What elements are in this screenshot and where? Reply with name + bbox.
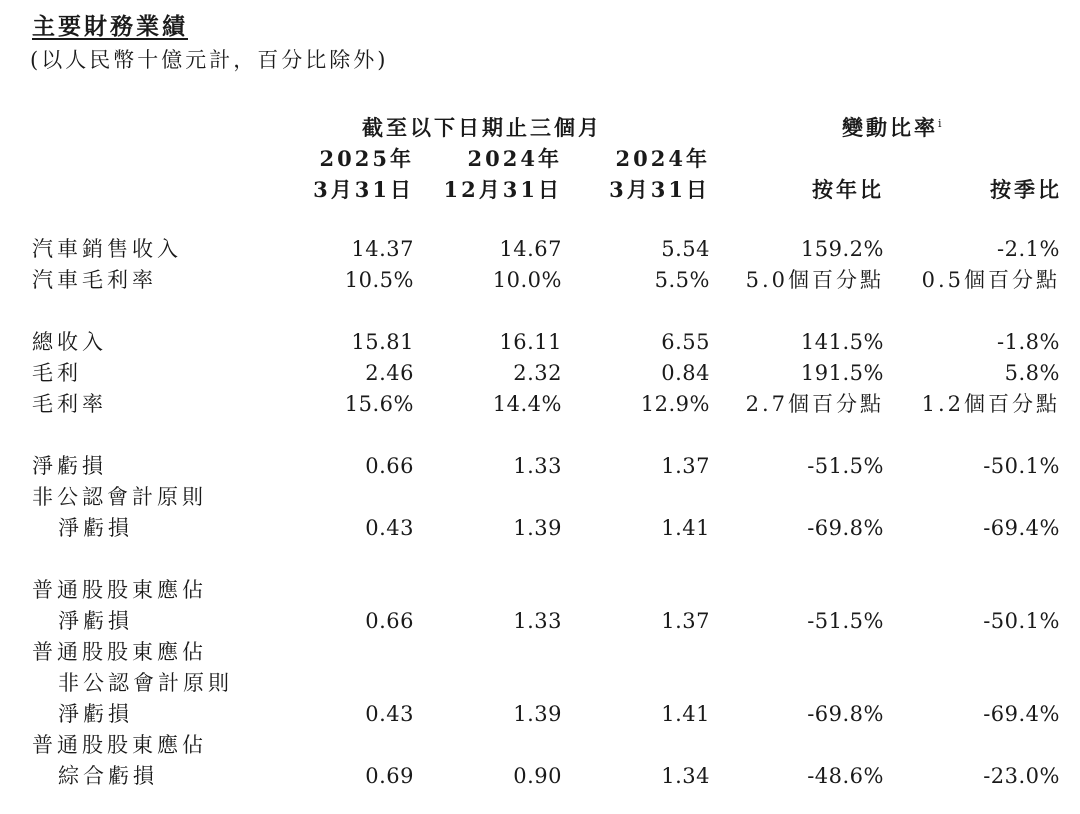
table-row [0,699,1080,729]
row-label: 綜合虧損 [58,764,158,788]
value-2025-mar: 0.43 [365,702,414,726]
row-label: 非公認會計原則 [32,485,207,509]
table-row [0,451,1080,481]
row-label: 毛利率 [32,392,107,416]
value-2024-dec: 2.32 [513,361,562,385]
col2-year-header: 2024年 [467,146,562,171]
row-label: 淨虧損 [58,702,133,726]
table-row [0,730,1080,760]
col3-year-header: 2024年 [615,146,710,171]
page-title: 主要財務業績 [32,13,188,40]
table-row [0,234,1080,264]
table-row [0,668,1080,698]
value-2024-dec: 10.0% [492,268,562,292]
table-row [0,761,1080,791]
value-2024-mar: 6.55 [661,330,710,354]
value-2024-mar: 1.34 [661,764,710,788]
col2-date-header: 12月31日 [443,177,562,202]
row-label: 淨虧損 [32,454,107,478]
table-row [0,575,1080,605]
col1-year-header: 2025年 [319,146,414,171]
table-row [0,482,1080,512]
qoq-change: -1.8% [997,330,1060,354]
value-2024-dec: 14.4% [492,392,562,416]
qoq-change: 5.8% [1004,361,1060,385]
table-row [0,513,1080,543]
table-row [0,389,1080,419]
row-label: 普通股股東應佔 [32,640,207,664]
value-2024-mar: 12.9% [640,392,710,416]
table-row [0,265,1080,295]
change-ratio-label: 變動比率 [842,115,938,140]
period-group-header: 截至以下日期止三個月 [362,115,602,140]
table-row [0,358,1080,388]
row-label: 普通股股東應佔 [32,733,207,757]
value-2025-mar: 0.66 [365,609,414,633]
row-label: 汽車銷售收入 [32,237,182,261]
yoy-change: 191.5% [800,361,884,385]
row-label: 總收入 [32,330,107,354]
yoy-change: 5.0個百分點 [745,268,884,292]
yoy-change: -51.5% [807,454,884,478]
value-2025-mar: 15.6% [344,392,414,416]
value-2025-mar: 15.81 [351,330,414,354]
yoy-change: -69.8% [807,516,884,540]
qoq-change: 1.2個百分點 [921,392,1060,416]
qoq-change: -23.0% [983,764,1060,788]
table-row [0,327,1080,357]
row-label: 非公認會計原則 [58,671,233,695]
qoq-change: 0.5個百分點 [921,268,1060,292]
col1-date-header: 3月31日 [313,177,414,202]
row-label: 淨虧損 [58,609,133,633]
value-2024-dec: 1.39 [513,702,562,726]
yoy-header: 按年比 [812,177,884,202]
value-2024-mar: 0.84 [661,361,710,385]
yoy-change: 2.7個百分點 [745,392,884,416]
change-ratio-footnote: i [938,117,945,130]
value-2025-mar: 14.37 [351,237,414,261]
value-2025-mar: 10.5% [344,268,414,292]
page-subtitle: (以人民幣十億元計，百分比除外) [30,48,389,72]
yoy-change: -69.8% [807,702,884,726]
table-row [0,606,1080,636]
value-2024-mar: 5.54 [661,237,710,261]
yoy-change: -51.5% [807,609,884,633]
qoq-header: 按季比 [990,177,1062,202]
value-2024-dec: 16.11 [499,330,562,354]
qoq-change: -69.4% [983,516,1060,540]
row-label: 普通股股東應佔 [32,578,207,602]
qoq-change: -2.1% [997,237,1060,261]
qoq-change: -50.1% [983,609,1060,633]
value-2025-mar: 0.69 [365,764,414,788]
qoq-change: -69.4% [983,702,1060,726]
table-row [0,637,1080,667]
yoy-change: -48.6% [807,764,884,788]
row-label: 毛利 [32,361,82,385]
yoy-change: 141.5% [800,330,884,354]
value-2025-mar: 0.43 [365,516,414,540]
value-2024-dec: 0.90 [513,764,562,788]
value-2024-mar: 1.41 [661,702,710,726]
row-label: 淨虧損 [58,516,133,540]
value-2025-mar: 0.66 [365,454,414,478]
col3-date-header: 3月31日 [609,177,710,202]
yoy-change: 159.2% [800,237,884,261]
qoq-change: -50.1% [983,454,1060,478]
value-2024-dec: 1.33 [513,454,562,478]
value-2024-mar: 1.41 [661,516,710,540]
row-label: 汽車毛利率 [32,268,157,292]
value-2024-dec: 1.33 [513,609,562,633]
value-2024-dec: 1.39 [513,516,562,540]
value-2024-dec: 14.67 [499,237,562,261]
value-2025-mar: 2.46 [365,361,414,385]
value-2024-mar: 5.5% [654,268,710,292]
value-2024-mar: 1.37 [661,609,710,633]
value-2024-mar: 1.37 [661,454,710,478]
